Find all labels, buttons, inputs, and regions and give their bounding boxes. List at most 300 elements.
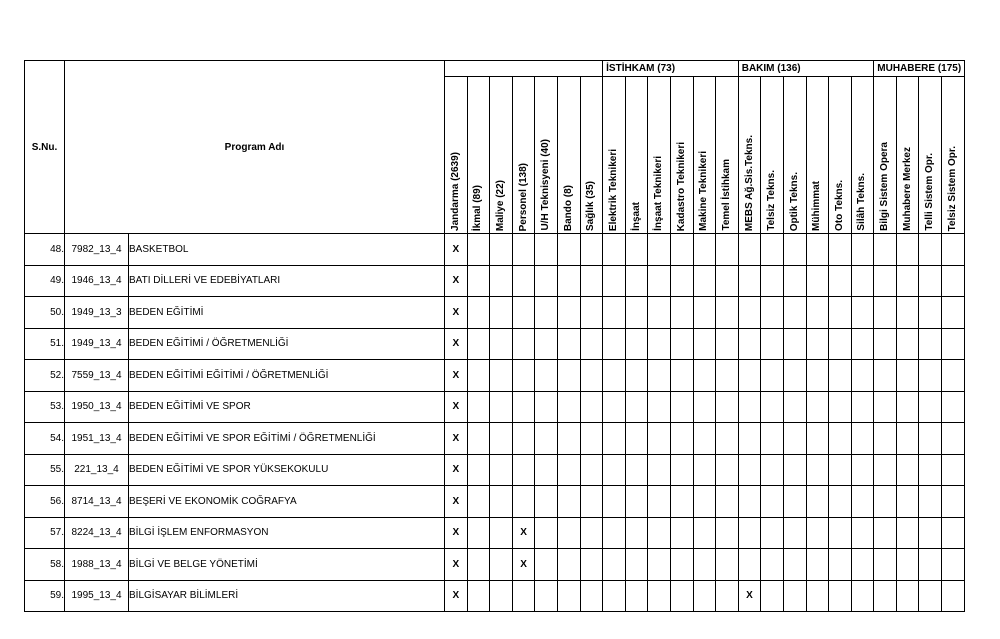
mark-cell xyxy=(942,454,965,486)
mark-cell xyxy=(648,517,671,549)
program-code: 1949_13_3 xyxy=(65,297,129,329)
mark-cell xyxy=(648,297,671,329)
mark-cell xyxy=(580,486,603,518)
mark-cell xyxy=(874,423,897,455)
mark-cell xyxy=(535,423,558,455)
column-header xyxy=(716,77,739,234)
mark-cell xyxy=(512,297,535,329)
program-code: 8224_13_4 xyxy=(65,517,129,549)
mark-cell xyxy=(670,328,693,360)
mark-cell xyxy=(693,549,716,581)
mark-cell xyxy=(806,234,829,266)
mark-cell xyxy=(557,580,580,612)
mark-cell xyxy=(942,265,965,297)
mark-cell xyxy=(942,423,965,455)
mark-cell xyxy=(693,297,716,329)
mark-cell xyxy=(942,486,965,518)
mark-cell xyxy=(761,360,784,392)
column-header-label: Maliye (22) xyxy=(494,179,506,231)
mark-cell xyxy=(851,234,874,266)
mark-cell xyxy=(829,234,852,266)
mark-cell: X xyxy=(445,265,468,297)
mark-cell xyxy=(829,328,852,360)
mark-cell xyxy=(490,265,513,297)
mark-cell xyxy=(942,297,965,329)
row-number: 51. xyxy=(25,328,65,360)
mark-cell xyxy=(467,549,490,581)
column-header-label: İnşaat xyxy=(630,202,642,231)
mark-cell xyxy=(919,391,942,423)
mark-cell xyxy=(693,454,716,486)
mark-cell xyxy=(919,297,942,329)
mark-cell: X xyxy=(445,580,468,612)
column-header-label: Optik Tekns. xyxy=(788,171,800,231)
mark-cell xyxy=(648,360,671,392)
mark-cell xyxy=(829,297,852,329)
column-header-label: Kadastro Teknikeri xyxy=(675,141,687,231)
row-number: 59. xyxy=(25,580,65,612)
column-header xyxy=(761,77,784,234)
column-header-label: U/H Teknisyeni (40) xyxy=(540,139,552,231)
program-header: Program Adı xyxy=(65,61,445,234)
mark-cell xyxy=(580,360,603,392)
mark-cell xyxy=(896,328,919,360)
column-header xyxy=(512,77,535,234)
mark-cell: X xyxy=(445,391,468,423)
mark-cell xyxy=(467,517,490,549)
mark-cell xyxy=(761,454,784,486)
mark-cell xyxy=(761,517,784,549)
row-number: 58. xyxy=(25,549,65,581)
mark-cell xyxy=(806,360,829,392)
mark-cell xyxy=(670,265,693,297)
mark-cell xyxy=(557,549,580,581)
mark-cell xyxy=(670,580,693,612)
mark-cell xyxy=(919,360,942,392)
mark-cell xyxy=(874,486,897,518)
mark-cell xyxy=(580,328,603,360)
mark-cell xyxy=(806,549,829,581)
mark-cell xyxy=(648,328,671,360)
mark-cell xyxy=(761,549,784,581)
mark-cell xyxy=(580,265,603,297)
mark-cell xyxy=(625,423,648,455)
program-code: 1949_13_4 xyxy=(65,328,129,360)
mark-cell xyxy=(490,360,513,392)
mark-cell xyxy=(896,391,919,423)
program-code: 1946_13_4 xyxy=(65,265,129,297)
mark-cell xyxy=(716,265,739,297)
program-code: 1988_13_4 xyxy=(65,549,129,581)
mark-cell xyxy=(716,423,739,455)
mark-cell xyxy=(874,265,897,297)
mark-cell xyxy=(625,580,648,612)
mark-cell xyxy=(535,580,558,612)
mark-cell: X xyxy=(445,486,468,518)
mark-cell xyxy=(535,328,558,360)
column-header xyxy=(851,77,874,234)
mark-cell xyxy=(512,328,535,360)
mark-cell xyxy=(490,234,513,266)
mark-cell xyxy=(490,549,513,581)
mark-cell xyxy=(535,454,558,486)
column-header xyxy=(467,77,490,234)
mark-cell xyxy=(851,486,874,518)
column-header xyxy=(603,77,626,234)
column-header xyxy=(445,77,468,234)
program-name: BASKETBOL xyxy=(129,234,445,266)
mark-cell xyxy=(942,517,965,549)
mark-cell: X xyxy=(512,517,535,549)
mark-cell xyxy=(851,549,874,581)
program-code: 221_13_4 xyxy=(65,454,129,486)
mark-cell xyxy=(919,328,942,360)
mark-cell xyxy=(467,360,490,392)
mark-cell xyxy=(490,297,513,329)
column-header-label: Bilgi Sistem Opera xyxy=(879,142,891,231)
mark-cell xyxy=(490,486,513,518)
mark-cell xyxy=(806,423,829,455)
mark-cell xyxy=(580,297,603,329)
mark-cell xyxy=(896,297,919,329)
column-header-label: Mühimmat xyxy=(811,181,823,231)
mark-cell xyxy=(490,580,513,612)
mark-cell xyxy=(738,328,761,360)
program-table xyxy=(24,60,965,612)
mark-cell xyxy=(783,234,806,266)
mark-cell xyxy=(919,423,942,455)
mark-cell xyxy=(738,549,761,581)
mark-cell xyxy=(648,234,671,266)
mark-cell xyxy=(942,328,965,360)
program-code: 7559_13_4 xyxy=(65,360,129,392)
column-header xyxy=(942,77,965,234)
mark-cell xyxy=(603,360,626,392)
column-header xyxy=(874,77,897,234)
mark-cell xyxy=(783,265,806,297)
mark-cell xyxy=(761,265,784,297)
mark-cell xyxy=(738,517,761,549)
mark-cell xyxy=(648,454,671,486)
column-header-label: İkmal (89) xyxy=(472,184,484,231)
mark-cell xyxy=(625,391,648,423)
mark-cell xyxy=(603,423,626,455)
mark-cell xyxy=(535,360,558,392)
mark-cell xyxy=(874,580,897,612)
mark-cell xyxy=(535,297,558,329)
mark-cell xyxy=(919,265,942,297)
row-number: 50. xyxy=(25,297,65,329)
mark-cell xyxy=(829,391,852,423)
column-header-label: MEBS Ağ.Sis.Tekns. xyxy=(743,134,755,231)
table-row xyxy=(25,360,965,392)
mark-cell xyxy=(557,454,580,486)
mark-cell xyxy=(603,486,626,518)
mark-cell xyxy=(896,486,919,518)
mark-cell xyxy=(625,328,648,360)
mark-cell xyxy=(896,580,919,612)
table-row xyxy=(25,517,965,549)
column-header xyxy=(580,77,603,234)
mark-cell xyxy=(603,297,626,329)
row-number: 52. xyxy=(25,360,65,392)
column-header-label: Sağlık (35) xyxy=(585,180,597,231)
mark-cell xyxy=(783,549,806,581)
mark-cell xyxy=(942,391,965,423)
mark-cell xyxy=(648,549,671,581)
mark-cell xyxy=(603,328,626,360)
program-name: BİLGİ VE BELGE YÖNETİMİ xyxy=(129,549,445,581)
mark-cell xyxy=(625,454,648,486)
program-name: BEDEN EĞİTİMİ VE SPOR EĞİTİMİ / ÖĞRETMENLİĞİ xyxy=(129,423,445,455)
mark-cell xyxy=(535,234,558,266)
mark-cell xyxy=(761,297,784,329)
mark-cell xyxy=(896,265,919,297)
column-header xyxy=(625,77,648,234)
mark-cell xyxy=(783,360,806,392)
mark-cell xyxy=(512,423,535,455)
mark-cell xyxy=(603,265,626,297)
row-number: 55. xyxy=(25,454,65,486)
mark-cell: X xyxy=(445,454,468,486)
mark-cell xyxy=(512,265,535,297)
column-header xyxy=(738,77,761,234)
row-number: 48. xyxy=(25,234,65,266)
mark-cell xyxy=(896,454,919,486)
mark-cell xyxy=(648,265,671,297)
mark-cell xyxy=(512,454,535,486)
mark-cell xyxy=(896,360,919,392)
column-header xyxy=(535,77,558,234)
column-header-label: Bando (8) xyxy=(562,184,574,231)
mark-cell xyxy=(806,265,829,297)
mark-cell xyxy=(693,328,716,360)
mark-cell: X xyxy=(445,517,468,549)
mark-cell xyxy=(670,391,693,423)
column-header xyxy=(557,77,580,234)
column-header xyxy=(829,77,852,234)
mark-cell xyxy=(670,297,693,329)
mark-cell xyxy=(761,391,784,423)
program-name: BEDEN EĞİTİMİ xyxy=(129,297,445,329)
column-header-label: Jandarma (2639) xyxy=(449,152,461,231)
mark-cell xyxy=(557,391,580,423)
mark-cell xyxy=(783,391,806,423)
mark-cell: X xyxy=(445,360,468,392)
mark-cell xyxy=(783,580,806,612)
mark-cell xyxy=(580,423,603,455)
mark-cell xyxy=(874,234,897,266)
mark-cell xyxy=(625,517,648,549)
mark-cell xyxy=(467,265,490,297)
group-header: MUHABERE (175) xyxy=(874,61,964,77)
mark-cell xyxy=(512,391,535,423)
mark-cell xyxy=(490,454,513,486)
mark-cell xyxy=(783,423,806,455)
mark-cell xyxy=(557,423,580,455)
mark-cell xyxy=(761,328,784,360)
mark-cell xyxy=(467,234,490,266)
column-header xyxy=(670,77,693,234)
mark-cell xyxy=(806,580,829,612)
mark-cell xyxy=(806,391,829,423)
table-body xyxy=(25,234,965,612)
mark-cell xyxy=(467,423,490,455)
mark-cell xyxy=(783,328,806,360)
mark-cell xyxy=(761,423,784,455)
mark-cell xyxy=(512,580,535,612)
mark-cell xyxy=(670,234,693,266)
mark-cell xyxy=(829,517,852,549)
program-name: BEDEN EĞİTİMİ VE SPOR YÜKSEKOKULU xyxy=(129,454,445,486)
mark-cell xyxy=(535,265,558,297)
mark-cell xyxy=(648,486,671,518)
mark-cell xyxy=(580,549,603,581)
mark-cell xyxy=(851,297,874,329)
program-name: BEŞERİ VE EKONOMİK COĞRAFYA xyxy=(129,486,445,518)
group-header: İSTİHKAM (73) xyxy=(603,61,739,77)
mark-cell xyxy=(557,297,580,329)
mark-cell xyxy=(851,423,874,455)
row-number: 54. xyxy=(25,423,65,455)
snu-header: S.Nu. xyxy=(25,61,65,234)
mark-cell xyxy=(896,423,919,455)
mark-cell: X xyxy=(738,580,761,612)
mark-cell xyxy=(716,454,739,486)
mark-cell xyxy=(716,486,739,518)
mark-cell xyxy=(919,234,942,266)
group-header-row xyxy=(25,61,965,77)
mark-cell xyxy=(648,391,671,423)
mark-cell xyxy=(919,549,942,581)
mark-cell xyxy=(851,454,874,486)
mark-cell xyxy=(806,454,829,486)
column-header-label: Temel İstihkam xyxy=(720,159,732,231)
mark-cell xyxy=(874,517,897,549)
mark-cell xyxy=(535,549,558,581)
mark-cell xyxy=(738,360,761,392)
mark-cell xyxy=(580,454,603,486)
column-header-label: Telsiz Sistem Opr. xyxy=(946,145,958,231)
mark-cell xyxy=(829,486,852,518)
mark-cell xyxy=(806,486,829,518)
mark-cell xyxy=(490,423,513,455)
mark-cell xyxy=(919,517,942,549)
column-header-label: Silâh Tekns. xyxy=(856,173,868,231)
mark-cell xyxy=(716,234,739,266)
mark-cell xyxy=(557,486,580,518)
mark-cell xyxy=(874,297,897,329)
mark-cell xyxy=(467,580,490,612)
mark-cell xyxy=(670,549,693,581)
row-number: 49. xyxy=(25,265,65,297)
mark-cell xyxy=(490,328,513,360)
mark-cell xyxy=(670,517,693,549)
column-header-label: Muhabere Merkez xyxy=(901,147,913,231)
mark-cell xyxy=(625,360,648,392)
mark-cell: X xyxy=(445,234,468,266)
program-name: BİLGİSAYAR BİLİMLERİ xyxy=(129,580,445,612)
mark-cell xyxy=(738,454,761,486)
mark-cell xyxy=(851,360,874,392)
mark-cell xyxy=(603,580,626,612)
mark-cell xyxy=(738,391,761,423)
mark-cell xyxy=(693,234,716,266)
table-row xyxy=(25,454,965,486)
mark-cell xyxy=(512,234,535,266)
row-number: 56. xyxy=(25,486,65,518)
mark-cell xyxy=(603,234,626,266)
mark-cell xyxy=(783,517,806,549)
row-number: 57. xyxy=(25,517,65,549)
column-header-label: İnşaat Teknikeri xyxy=(653,156,665,231)
program-name: BATI DİLLERİ VE EDEBİYATLARI xyxy=(129,265,445,297)
mark-cell xyxy=(557,360,580,392)
mark-cell xyxy=(942,234,965,266)
mark-cell xyxy=(603,391,626,423)
mark-cell xyxy=(942,360,965,392)
mark-cell xyxy=(693,391,716,423)
mark-cell xyxy=(806,297,829,329)
mark-cell xyxy=(806,517,829,549)
table-row xyxy=(25,265,965,297)
mark-cell xyxy=(829,265,852,297)
mark-cell xyxy=(670,423,693,455)
column-header-label: Makine Teknikeri xyxy=(698,151,710,231)
mark-cell xyxy=(580,234,603,266)
table-row xyxy=(25,297,965,329)
program-code: 7982_13_4 xyxy=(65,234,129,266)
program-code: 8714_13_4 xyxy=(65,486,129,518)
mark-cell xyxy=(829,360,852,392)
table-row xyxy=(25,486,965,518)
program-code: 1995_13_4 xyxy=(65,580,129,612)
column-header-label: Elektrik Teknikeri xyxy=(607,148,619,231)
mark-cell xyxy=(580,580,603,612)
mark-cell xyxy=(557,234,580,266)
mark-cell xyxy=(851,391,874,423)
mark-cell xyxy=(716,391,739,423)
program-code: 1951_13_4 xyxy=(65,423,129,455)
mark-cell xyxy=(467,391,490,423)
program-name: BEDEN EĞİTİMİ VE SPOR xyxy=(129,391,445,423)
mark-cell xyxy=(603,549,626,581)
mark-cell xyxy=(716,549,739,581)
mark-cell xyxy=(829,423,852,455)
row-number: 53. xyxy=(25,391,65,423)
mark-cell xyxy=(693,265,716,297)
mark-cell xyxy=(648,580,671,612)
mark-cell xyxy=(896,549,919,581)
mark-cell xyxy=(535,391,558,423)
mark-cell xyxy=(942,580,965,612)
mark-cell xyxy=(693,423,716,455)
program-name: BEDEN EĞİTİMİ EĞİTİMİ / ÖĞRETMENLİĞİ xyxy=(129,360,445,392)
mark-cell xyxy=(738,423,761,455)
mark-cell xyxy=(851,517,874,549)
mark-cell xyxy=(874,328,897,360)
mark-cell xyxy=(761,486,784,518)
mark-cell xyxy=(535,486,558,518)
mark-cell xyxy=(603,454,626,486)
mark-cell xyxy=(693,486,716,518)
mark-cell: X xyxy=(512,549,535,581)
table-row xyxy=(25,423,965,455)
mark-cell xyxy=(716,297,739,329)
column-header xyxy=(919,77,942,234)
column-header-label: Telsiz Tekns. xyxy=(766,170,778,231)
mark-cell xyxy=(874,454,897,486)
